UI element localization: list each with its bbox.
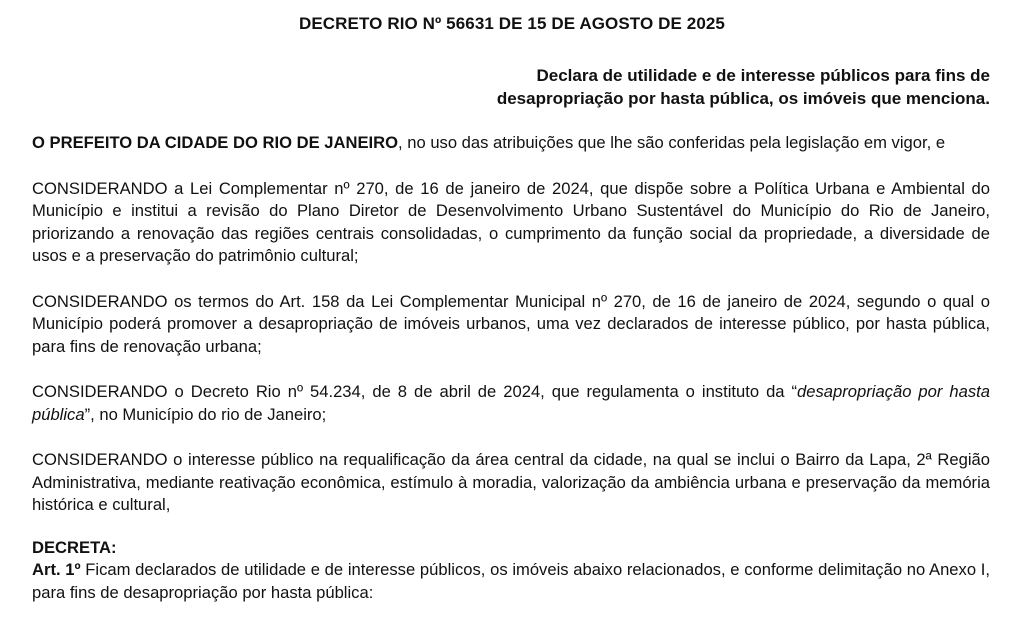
considerando-paragraph-1: CONSIDERANDO a Lei Complementar nº 270, de 16 de janeiro de 2024, que dispõe sobre a Política Urbana e Ambiental do Município e institui a revisão do Plano Diretor de Desenvolvimento Urbano Sustentável do Município do Rio de Janeiro, priorizando a renovação das regiões centrais consolidadas, o cumprimento da função social da propriedade, a diversidade de usos e a preservação do patrimônio cultural; — [32, 178, 990, 265]
considerando-paragraph-3 — [32, 381, 990, 426]
decreta-heading: DECRETA: — [32, 537, 117, 557]
preamble-paragraph — [32, 132, 990, 155]
preamble-text: , no uso das atribuições que lhe são conferidas pela legislação em vigor, e — [398, 133, 946, 152]
considerando-3-after: ”, no Município do rio de Janeiro; — [84, 404, 327, 424]
article-1-label: Art. 1º — [32, 560, 81, 579]
decree-body — [32, 132, 990, 604]
considerando-3-italic: desapropriação por hasta pública — [32, 382, 990, 424]
preamble-authority: O PREFEITO DA CIDADE DO RIO DE JANEIRO — [32, 133, 399, 152]
decree-title: DECRETO RIO Nº 56631 DE 15 DE AGOSTO DE 2025 — [298, 14, 725, 33]
summary-line-1: Declara de utilidade e de interesse públicos para fins de — [536, 66, 990, 85]
considerando-paragraph-2: CONSIDERANDO os termos do Art. 158 da Lei Complementar Municipal nº 270, de 16 de janeiro de 2024, segundo o qual o Município poderá promover a desapropriação de imóveis urbanos, uma vez declarados de interesse público, por hasta pública, para fins de renovação urbana; — [32, 291, 990, 356]
article-1-paragraph — [32, 559, 990, 604]
article-1-text: Ficam declarados de utilidade e de interesse públicos, os imóveis abaixo relacionados, e conforme delimitação no Anexo I, para fins de desapropriação por hasta pública: — [32, 560, 990, 602]
considerando-paragraph-4: CONSIDERANDO o interesse público na requalificação da área central da cidade, na qual se inclui o Bairro da Lapa, 2ª Região Administrativa, mediante reativação econômica, estímulo à moradia, valorização da ambiência urbana e preservação da memória histórica e cultural, — [32, 450, 990, 514]
summary-line-2: desapropriação por hasta pública, os imóveis que menciona. — [496, 89, 990, 108]
considerando-3-before: CONSIDERANDO o Decreto Rio nº 54.234, de 8 de abril de 2024, que regulamenta o instituto da “ — [32, 382, 798, 401]
decree-summary — [430, 64, 990, 110]
